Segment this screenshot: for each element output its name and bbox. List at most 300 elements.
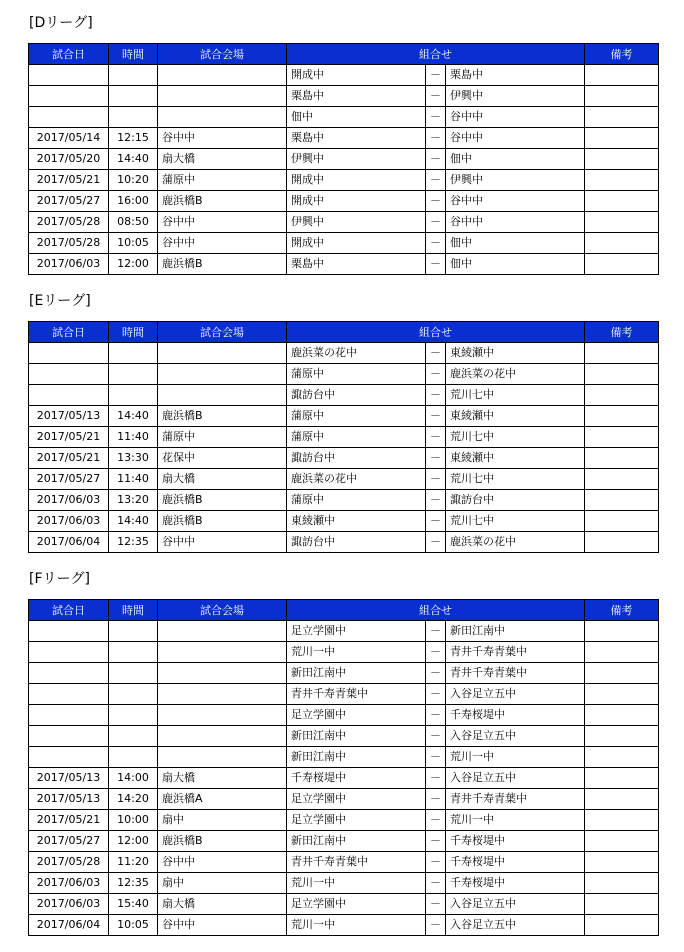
- away-team-cell: 入谷足立五中: [446, 768, 585, 789]
- table-header-row: [29, 44, 659, 65]
- home-team-cell: 開成中: [287, 191, 426, 212]
- time-cell: 10:05: [109, 915, 158, 936]
- home-team-cell: 蒲原中: [287, 490, 426, 511]
- away-team-cell: 入谷足立五中: [446, 726, 585, 747]
- venue-cell: 扇中: [158, 873, 287, 894]
- time-cell: 14:40: [109, 406, 158, 427]
- versus-separator: －: [426, 385, 446, 406]
- date-cell: [29, 65, 109, 86]
- time-cell: 11:20: [109, 852, 158, 873]
- away-team-cell: 荒川一中: [446, 747, 585, 768]
- time-cell: 14:20: [109, 789, 158, 810]
- away-team-cell: 栗島中: [446, 65, 585, 86]
- away-team-cell: 谷中中: [446, 107, 585, 128]
- date-cell: 2017/05/28: [29, 212, 109, 233]
- note-cell: [585, 726, 659, 747]
- date-cell: [29, 86, 109, 107]
- away-team-cell: 荒川七中: [446, 385, 585, 406]
- home-team-cell: 荒川一中: [287, 915, 426, 936]
- header-date: 試合日: [29, 600, 109, 621]
- home-team-cell: 栗島中: [287, 128, 426, 149]
- note-cell: [585, 532, 659, 553]
- note-cell: [585, 511, 659, 532]
- date-cell: 2017/05/14: [29, 128, 109, 149]
- home-team-cell: 開成中: [287, 233, 426, 254]
- venue-cell: [158, 385, 287, 406]
- versus-separator: －: [426, 86, 446, 107]
- note-cell: [585, 149, 659, 170]
- header-venue: 試合会場: [158, 322, 287, 343]
- home-team-cell: 蒲原中: [287, 427, 426, 448]
- time-cell: 11:40: [109, 427, 158, 448]
- note-cell: [585, 789, 659, 810]
- time-cell: [109, 385, 158, 406]
- away-team-cell: 荒川七中: [446, 427, 585, 448]
- note-cell: [585, 170, 659, 191]
- date-cell: 2017/05/20: [29, 149, 109, 170]
- header-venue: 試合会場: [158, 600, 287, 621]
- date-cell: 2017/05/13: [29, 768, 109, 789]
- home-team-cell: 荒川一中: [287, 642, 426, 663]
- away-team-cell: 青井千寿青葉中: [446, 642, 585, 663]
- away-team-cell: 佃中: [446, 233, 585, 254]
- table-row: [29, 915, 659, 936]
- note-cell: [585, 747, 659, 768]
- table-row: [29, 343, 659, 364]
- league-f-table: [28, 599, 659, 936]
- versus-separator: －: [426, 747, 446, 768]
- home-team-cell: 諏訪台中: [287, 532, 426, 553]
- versus-separator: －: [426, 726, 446, 747]
- venue-cell: 谷中中: [158, 212, 287, 233]
- venue-cell: [158, 705, 287, 726]
- date-cell: [29, 621, 109, 642]
- away-team-cell: 佃中: [446, 149, 585, 170]
- date-cell: 2017/06/03: [29, 894, 109, 915]
- table-row: [29, 254, 659, 275]
- home-team-cell: 鹿浜菜の花中: [287, 343, 426, 364]
- home-team-cell: 東綾瀬中: [287, 511, 426, 532]
- table-row: [29, 107, 659, 128]
- table-row: [29, 170, 659, 191]
- versus-separator: －: [426, 254, 446, 275]
- table-row: [29, 212, 659, 233]
- time-cell: 14:40: [109, 149, 158, 170]
- note-cell: [585, 65, 659, 86]
- note-cell: [585, 873, 659, 894]
- home-team-cell: 青井千寿青葉中: [287, 684, 426, 705]
- away-team-cell: 鹿浜菜の花中: [446, 532, 585, 553]
- home-team-cell: 新田江南中: [287, 726, 426, 747]
- table-header-row: [29, 600, 659, 621]
- date-cell: 2017/05/27: [29, 469, 109, 490]
- home-team-cell: 足立学園中: [287, 810, 426, 831]
- note-cell: [585, 768, 659, 789]
- away-team-cell: 千寿桜堤中: [446, 831, 585, 852]
- note-cell: [585, 406, 659, 427]
- home-team-cell: 栗島中: [287, 86, 426, 107]
- versus-separator: －: [426, 406, 446, 427]
- table-row: [29, 789, 659, 810]
- header-note: 備考: [585, 44, 659, 65]
- away-team-cell: 谷中中: [446, 128, 585, 149]
- league-f-title: [Fリーグ]: [29, 571, 90, 587]
- venue-cell: [158, 86, 287, 107]
- home-team-cell: 開成中: [287, 170, 426, 191]
- header-time: 時間: [109, 44, 158, 65]
- venue-cell: 谷中中: [158, 233, 287, 254]
- time-cell: 10:05: [109, 233, 158, 254]
- table-row: [29, 364, 659, 385]
- league-e-title: [Eリーグ]: [29, 293, 91, 309]
- away-team-cell: 谷中中: [446, 212, 585, 233]
- league-e-table: [28, 321, 659, 553]
- home-team-cell: 蒲原中: [287, 406, 426, 427]
- date-cell: 2017/05/13: [29, 789, 109, 810]
- table-row: [29, 532, 659, 553]
- note-cell: [585, 642, 659, 663]
- note-cell: [585, 894, 659, 915]
- versus-separator: －: [426, 65, 446, 86]
- versus-separator: －: [426, 831, 446, 852]
- table-row: [29, 831, 659, 852]
- date-cell: [29, 747, 109, 768]
- venue-cell: 扇大橋: [158, 149, 287, 170]
- home-team-cell: 新田江南中: [287, 831, 426, 852]
- header-venue: 試合会場: [158, 44, 287, 65]
- time-cell: [109, 364, 158, 385]
- table-row: [29, 427, 659, 448]
- time-cell: [109, 621, 158, 642]
- versus-separator: －: [426, 789, 446, 810]
- note-cell: [585, 490, 659, 511]
- time-cell: [109, 747, 158, 768]
- away-team-cell: 新田江南中: [446, 621, 585, 642]
- note-cell: [585, 254, 659, 275]
- date-cell: 2017/06/04: [29, 915, 109, 936]
- table-row: [29, 726, 659, 747]
- home-team-cell: 栗島中: [287, 254, 426, 275]
- away-team-cell: 佃中: [446, 254, 585, 275]
- venue-cell: 扇大橋: [158, 768, 287, 789]
- away-team-cell: 千寿桜堤中: [446, 852, 585, 873]
- date-cell: 2017/06/04: [29, 532, 109, 553]
- away-team-cell: 伊興中: [446, 86, 585, 107]
- time-cell: 12:15: [109, 128, 158, 149]
- time-cell: 10:20: [109, 170, 158, 191]
- venue-cell: 花保中: [158, 448, 287, 469]
- date-cell: 2017/05/27: [29, 831, 109, 852]
- away-team-cell: 諏訪台中: [446, 490, 585, 511]
- date-cell: 2017/05/21: [29, 448, 109, 469]
- note-cell: [585, 810, 659, 831]
- table-row: [29, 86, 659, 107]
- header-match: 組合せ: [287, 322, 585, 343]
- home-team-cell: 荒川一中: [287, 873, 426, 894]
- versus-separator: －: [426, 427, 446, 448]
- note-cell: [585, 621, 659, 642]
- table-row: [29, 149, 659, 170]
- table-row: [29, 873, 659, 894]
- versus-separator: －: [426, 642, 446, 663]
- versus-separator: －: [426, 873, 446, 894]
- away-team-cell: 荒川七中: [446, 511, 585, 532]
- table-row: [29, 128, 659, 149]
- home-team-cell: 足立学園中: [287, 705, 426, 726]
- time-cell: [109, 663, 158, 684]
- note-cell: [585, 385, 659, 406]
- header-date: 試合日: [29, 322, 109, 343]
- time-cell: [109, 343, 158, 364]
- home-team-cell: 蒲原中: [287, 364, 426, 385]
- table-row: [29, 233, 659, 254]
- time-cell: [109, 86, 158, 107]
- versus-separator: －: [426, 233, 446, 254]
- away-team-cell: 東綾瀬中: [446, 448, 585, 469]
- away-team-cell: 伊興中: [446, 170, 585, 191]
- date-cell: 2017/05/21: [29, 170, 109, 191]
- date-cell: [29, 684, 109, 705]
- date-cell: [29, 107, 109, 128]
- time-cell: [109, 107, 158, 128]
- venue-cell: [158, 747, 287, 768]
- home-team-cell: 新田江南中: [287, 747, 426, 768]
- versus-separator: －: [426, 684, 446, 705]
- time-cell: 11:40: [109, 469, 158, 490]
- table-row: [29, 490, 659, 511]
- versus-separator: －: [426, 448, 446, 469]
- versus-separator: －: [426, 894, 446, 915]
- date-cell: 2017/05/28: [29, 233, 109, 254]
- home-team-cell: 開成中: [287, 65, 426, 86]
- note-cell: [585, 343, 659, 364]
- home-team-cell: 足立学園中: [287, 789, 426, 810]
- table-row: [29, 469, 659, 490]
- away-team-cell: 荒川七中: [446, 469, 585, 490]
- table-row: [29, 894, 659, 915]
- versus-separator: －: [426, 364, 446, 385]
- time-cell: 15:40: [109, 894, 158, 915]
- table-row: [29, 642, 659, 663]
- note-cell: [585, 663, 659, 684]
- time-cell: 13:20: [109, 490, 158, 511]
- note-cell: [585, 705, 659, 726]
- date-cell: [29, 705, 109, 726]
- time-cell: 12:00: [109, 254, 158, 275]
- venue-cell: [158, 343, 287, 364]
- venue-cell: 鹿浜橋B: [158, 406, 287, 427]
- versus-separator: －: [426, 663, 446, 684]
- versus-separator: －: [426, 768, 446, 789]
- venue-cell: [158, 621, 287, 642]
- time-cell: 12:00: [109, 831, 158, 852]
- note-cell: [585, 128, 659, 149]
- table-row: [29, 511, 659, 532]
- date-cell: 2017/06/03: [29, 511, 109, 532]
- venue-cell: [158, 107, 287, 128]
- venue-cell: [158, 663, 287, 684]
- away-team-cell: 千寿桜堤中: [446, 705, 585, 726]
- home-team-cell: 新田江南中: [287, 663, 426, 684]
- note-cell: [585, 915, 659, 936]
- time-cell: [109, 684, 158, 705]
- away-team-cell: 鹿浜菜の花中: [446, 364, 585, 385]
- table-row: [29, 621, 659, 642]
- venue-cell: [158, 642, 287, 663]
- time-cell: [109, 726, 158, 747]
- note-cell: [585, 831, 659, 852]
- note-cell: [585, 86, 659, 107]
- versus-separator: －: [426, 621, 446, 642]
- note-cell: [585, 364, 659, 385]
- date-cell: 2017/06/03: [29, 254, 109, 275]
- time-cell: 12:35: [109, 873, 158, 894]
- time-cell: 12:35: [109, 532, 158, 553]
- header-note: 備考: [585, 322, 659, 343]
- time-cell: [109, 705, 158, 726]
- venue-cell: 扇大橋: [158, 894, 287, 915]
- table-row: [29, 191, 659, 212]
- venue-cell: 鹿浜橋B: [158, 511, 287, 532]
- time-cell: 14:00: [109, 768, 158, 789]
- table-row: [29, 663, 659, 684]
- home-team-cell: 諏訪台中: [287, 385, 426, 406]
- date-cell: [29, 663, 109, 684]
- table-row: [29, 448, 659, 469]
- venue-cell: 谷中中: [158, 128, 287, 149]
- away-team-cell: 入谷足立五中: [446, 684, 585, 705]
- away-team-cell: 谷中中: [446, 191, 585, 212]
- time-cell: 16:00: [109, 191, 158, 212]
- venue-cell: [158, 65, 287, 86]
- versus-separator: －: [426, 532, 446, 553]
- date-cell: 2017/05/13: [29, 406, 109, 427]
- table-header-row: [29, 322, 659, 343]
- away-team-cell: 東綾瀬中: [446, 406, 585, 427]
- away-team-cell: 青井千寿青葉中: [446, 789, 585, 810]
- date-cell: 2017/06/03: [29, 490, 109, 511]
- home-team-cell: 伊興中: [287, 212, 426, 233]
- time-cell: 14:40: [109, 511, 158, 532]
- header-date: 試合日: [29, 44, 109, 65]
- versus-separator: －: [426, 511, 446, 532]
- home-team-cell: 鹿浜菜の花中: [287, 469, 426, 490]
- table-row: [29, 852, 659, 873]
- table-row: [29, 406, 659, 427]
- venue-cell: 鹿浜橋B: [158, 254, 287, 275]
- home-team-cell: 諏訪台中: [287, 448, 426, 469]
- home-team-cell: 足立学園中: [287, 621, 426, 642]
- versus-separator: －: [426, 915, 446, 936]
- table-row: [29, 65, 659, 86]
- away-team-cell: 青井千寿青葉中: [446, 663, 585, 684]
- time-cell: 13:30: [109, 448, 158, 469]
- home-team-cell: 佃中: [287, 107, 426, 128]
- league-d-title: [Dリーグ]: [29, 15, 93, 31]
- note-cell: [585, 852, 659, 873]
- venue-cell: [158, 364, 287, 385]
- header-match: 組合せ: [287, 44, 585, 65]
- header-note: 備考: [585, 600, 659, 621]
- venue-cell: 谷中中: [158, 915, 287, 936]
- note-cell: [585, 191, 659, 212]
- venue-cell: 蒲原中: [158, 427, 287, 448]
- time-cell: 08:50: [109, 212, 158, 233]
- header-time: 時間: [109, 322, 158, 343]
- venue-cell: 扇大橋: [158, 469, 287, 490]
- venue-cell: 谷中中: [158, 852, 287, 873]
- table-row: [29, 768, 659, 789]
- date-cell: [29, 726, 109, 747]
- away-team-cell: 入谷足立五中: [446, 894, 585, 915]
- table-row: [29, 684, 659, 705]
- table-row: [29, 747, 659, 768]
- versus-separator: －: [426, 852, 446, 873]
- versus-separator: －: [426, 149, 446, 170]
- venue-cell: [158, 726, 287, 747]
- note-cell: [585, 233, 659, 254]
- time-cell: [109, 642, 158, 663]
- date-cell: 2017/05/21: [29, 810, 109, 831]
- venue-cell: 蒲原中: [158, 170, 287, 191]
- note-cell: [585, 107, 659, 128]
- venue-cell: 鹿浜橋B: [158, 490, 287, 511]
- versus-separator: －: [426, 107, 446, 128]
- home-team-cell: 足立学園中: [287, 894, 426, 915]
- venue-cell: 扇中: [158, 810, 287, 831]
- versus-separator: －: [426, 191, 446, 212]
- venue-cell: 鹿浜橋B: [158, 831, 287, 852]
- versus-separator: －: [426, 343, 446, 364]
- table-row: [29, 810, 659, 831]
- home-team-cell: 伊興中: [287, 149, 426, 170]
- date-cell: [29, 364, 109, 385]
- versus-separator: －: [426, 490, 446, 511]
- note-cell: [585, 212, 659, 233]
- versus-separator: －: [426, 212, 446, 233]
- venue-cell: 鹿浜橋A: [158, 789, 287, 810]
- time-cell: [109, 65, 158, 86]
- away-team-cell: 荒川一中: [446, 810, 585, 831]
- versus-separator: －: [426, 810, 446, 831]
- date-cell: 2017/05/27: [29, 191, 109, 212]
- date-cell: [29, 385, 109, 406]
- versus-separator: －: [426, 469, 446, 490]
- date-cell: 2017/05/28: [29, 852, 109, 873]
- away-team-cell: 入谷足立五中: [446, 915, 585, 936]
- venue-cell: [158, 684, 287, 705]
- home-team-cell: 千寿桜堤中: [287, 768, 426, 789]
- note-cell: [585, 469, 659, 490]
- date-cell: [29, 642, 109, 663]
- header-time: 時間: [109, 600, 158, 621]
- versus-separator: －: [426, 705, 446, 726]
- league-d-table: [28, 43, 659, 275]
- versus-separator: －: [426, 128, 446, 149]
- note-cell: [585, 448, 659, 469]
- venue-cell: 鹿浜橋B: [158, 191, 287, 212]
- home-team-cell: 青井千寿青葉中: [287, 852, 426, 873]
- versus-separator: －: [426, 170, 446, 191]
- header-match: 組合せ: [287, 600, 585, 621]
- date-cell: 2017/06/03: [29, 873, 109, 894]
- date-cell: 2017/05/21: [29, 427, 109, 448]
- date-cell: [29, 343, 109, 364]
- table-row: [29, 385, 659, 406]
- note-cell: [585, 427, 659, 448]
- away-team-cell: 千寿桜堤中: [446, 873, 585, 894]
- note-cell: [585, 684, 659, 705]
